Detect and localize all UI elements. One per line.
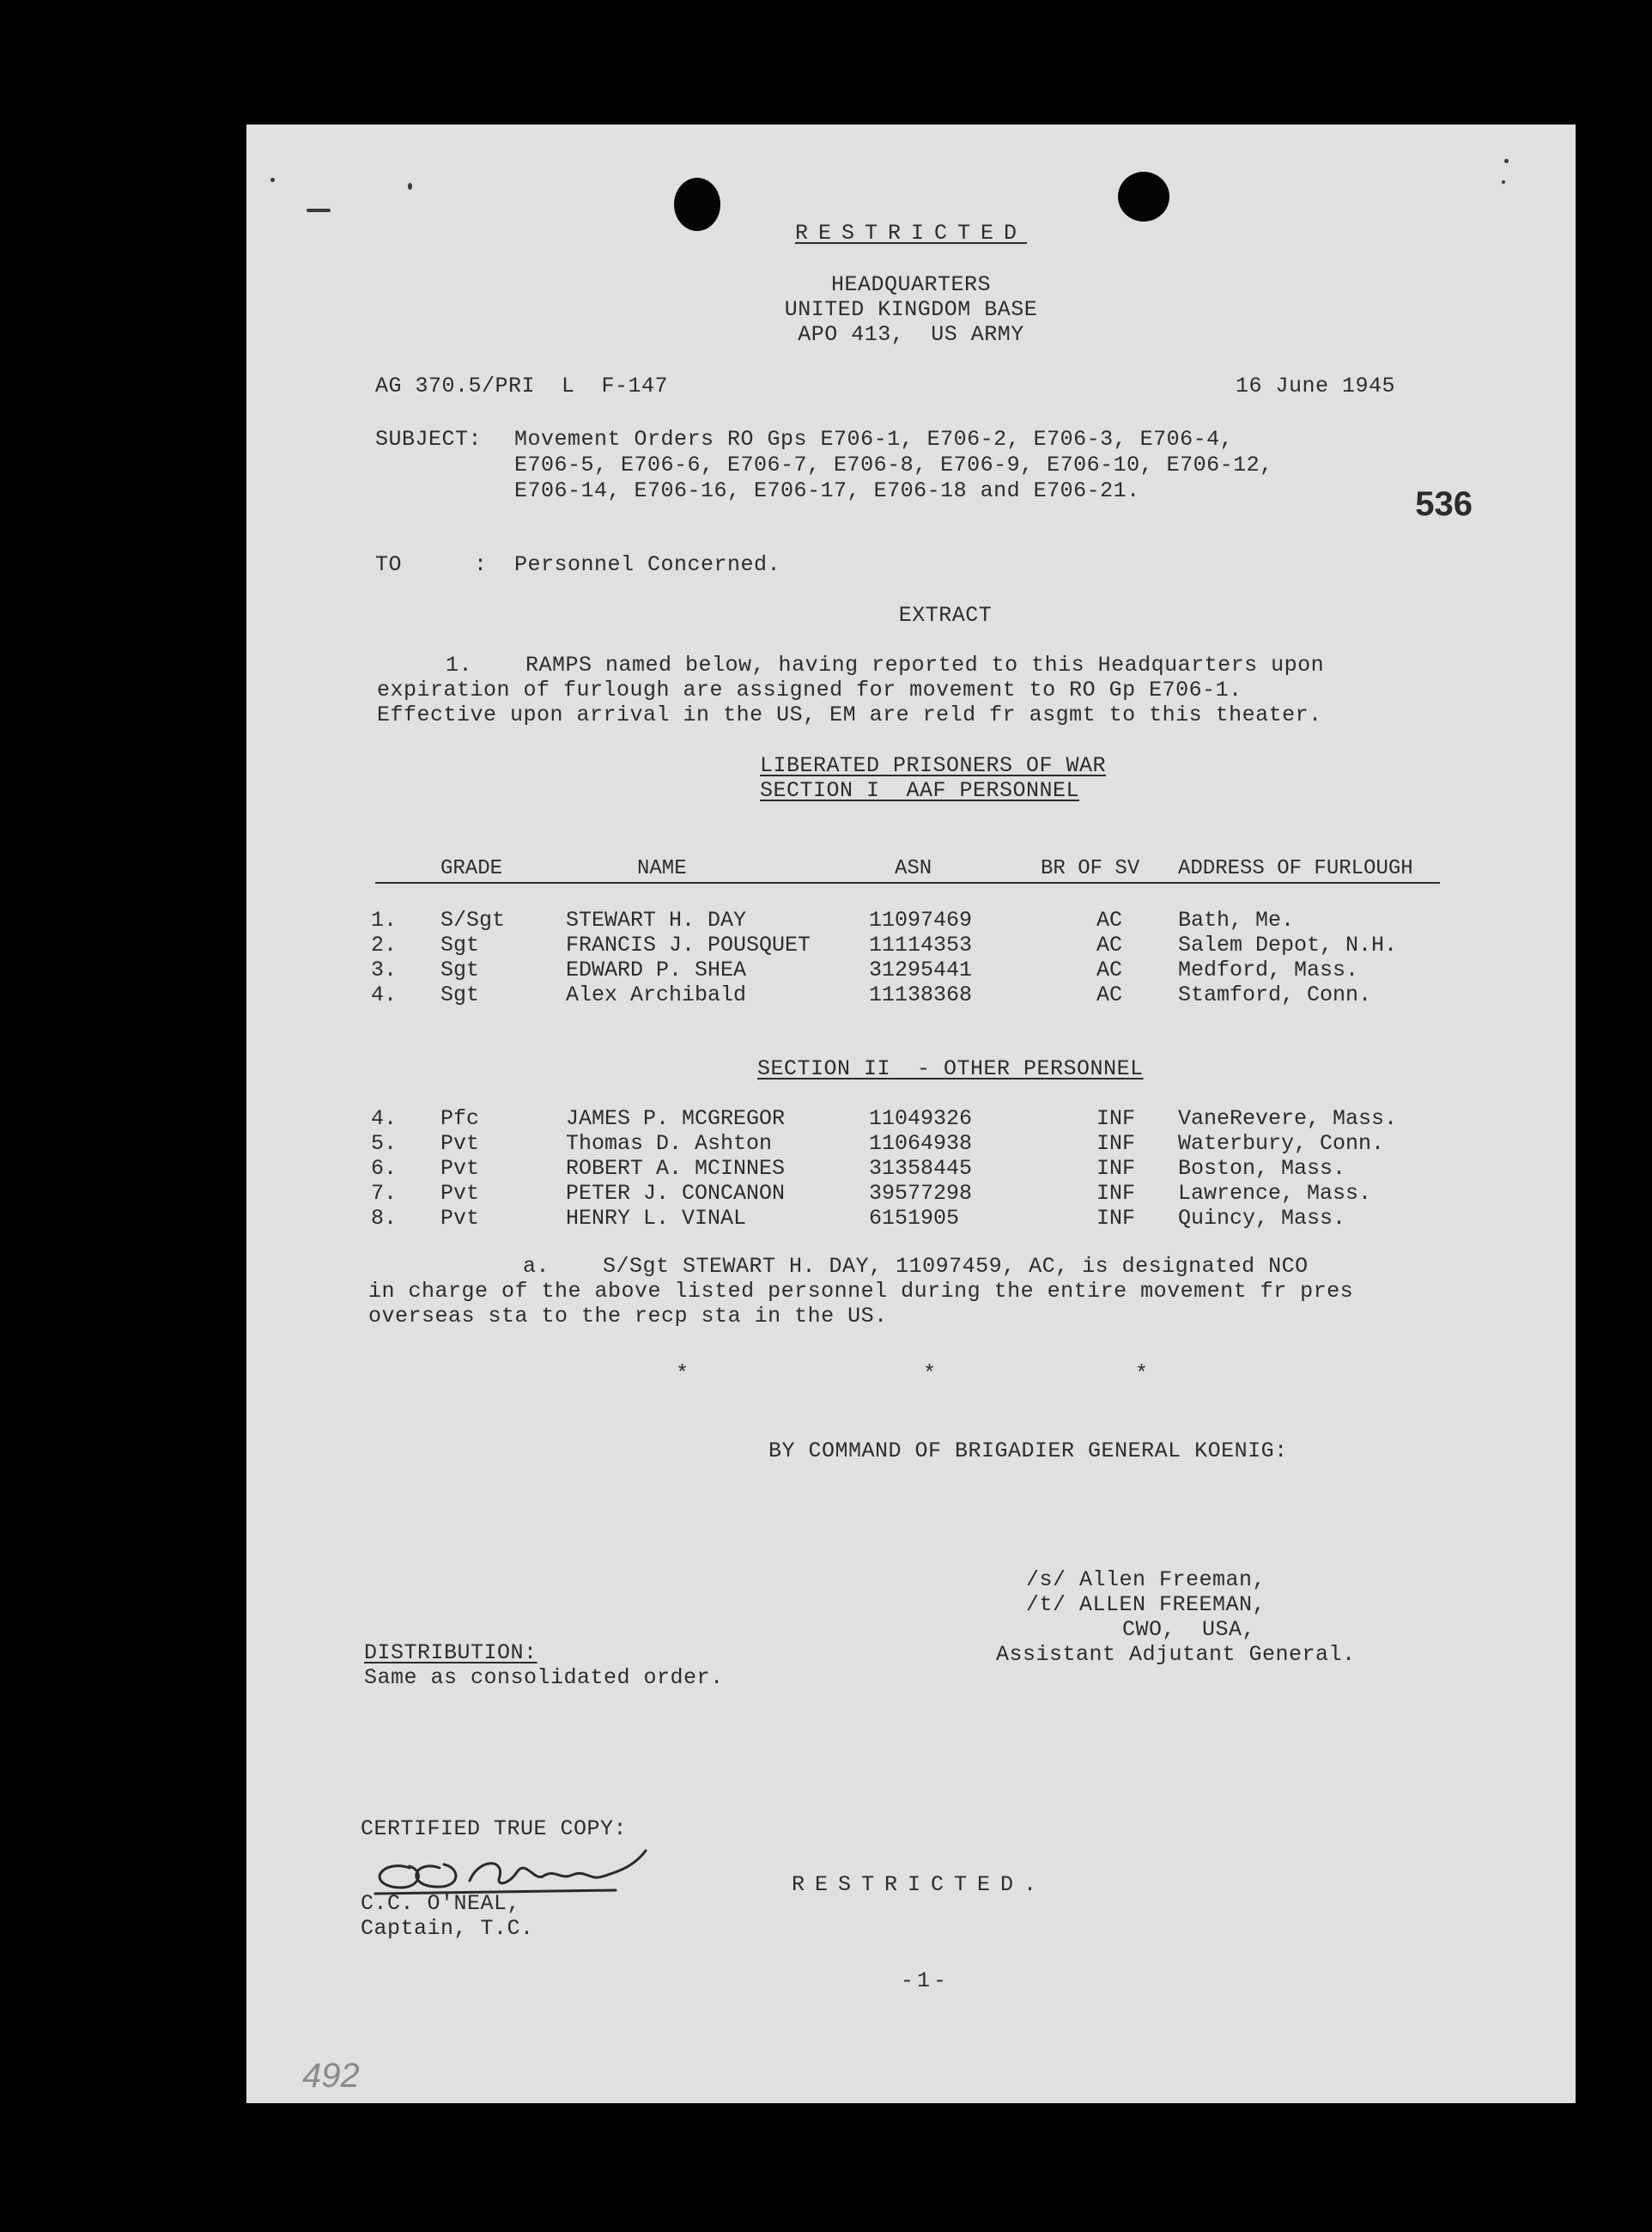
to-colon: : [474,552,488,577]
row-addr: Bath, Me. [1178,908,1295,933]
row-name: FRANCIS J. POUSQUET [566,933,811,958]
row-num: 8. [371,1206,398,1231]
row-asn: 11097469 [869,908,973,933]
row-grade: Pvt [440,1206,480,1231]
table-row [246,958,1576,983]
row-grade: Pvt [440,1181,480,1206]
table-row [246,1156,1576,1182]
command-line: BY COMMAND OF BRIGADIER GENERAL KOENIG: [768,1438,1288,1463]
table-row [246,908,1576,934]
row-num: 2. [371,933,398,958]
row-br: INF [1096,1106,1136,1131]
distribution-value: Same as consolidated order. [364,1665,724,1690]
section-heading-aaf: SECTION I AAF PERSONNEL [760,778,1080,803]
para1-line-1: 1. RAMPS named below, having reported to this Headquarters upon [446,653,1325,678]
header-br-of-sv: BR OF SV [1041,857,1140,880]
row-name: Alex Archibald [566,982,747,1007]
to-label: TO [375,552,403,577]
para-a-line-1: a. S/Sgt STEWART H. DAY, 11097459, AC, is designated NCO [523,1254,1309,1279]
row-grade: Pfc [440,1106,480,1131]
table-header [246,856,1576,884]
section-heading-pow: LIBERATED PRISONERS OF WAR [760,753,1107,778]
row-addr: Salem Depot, N.H. [1178,933,1398,958]
row-asn: 39577298 [869,1181,973,1206]
row-name: Thomas D. Ashton [566,1131,773,1156]
row-addr: Waterbury, Conn. [1178,1131,1385,1156]
row-grade: Sgt [440,982,480,1007]
para1-line-3: Effective upon arrival in the US, EM are reld fr asgmt to this theater. [377,702,1322,727]
para1-line-2: expiration of furlough are assigned for movement to RO Gp E706-1. [377,678,1242,702]
para-a-line-3: overseas sta to the recp sta in the US. [368,1304,888,1329]
row-asn: 11064938 [869,1131,973,1156]
row-name: STEWART H. DAY [566,908,747,933]
row-br: AC [1096,908,1123,933]
header-grade: GRADE [440,857,503,880]
subject-line-3: E706-14, E706-16, E706-17, E706-18 and E706-21. [514,478,1140,503]
table-row [246,1106,1576,1132]
header-address: ADDRESS OF FURLOUGH [1178,857,1413,880]
extract-heading: EXTRACT [898,603,993,628]
asterisk: * [1135,1361,1149,1386]
subject-line-1: Movement Orders RO Gps E706-1, E706-2, E706-3, E706-4, [514,427,1234,452]
certified-label: CERTIFIED TRUE COPY: [361,1816,628,1841]
header-name: NAME [637,857,687,880]
row-num: 6. [371,1156,398,1181]
row-grade: Pvt [440,1156,480,1181]
row-asn: 11114353 [869,933,973,958]
speck [1504,159,1509,163]
row-addr: Medford, Mass. [1178,958,1359,982]
signature-line-1: /s/ Allen Freeman, [1026,1567,1266,1592]
to-value: Personnel Concerned. [514,552,781,577]
row-addr: VaneRevere, Mass. [1178,1106,1398,1131]
row-asn: 31358445 [869,1156,973,1181]
speck [408,183,412,190]
row-addr: Stamford, Conn. [1178,982,1372,1007]
org-line-2: UNITED KINGDOM BASE [784,297,1038,322]
row-br: AC [1096,958,1123,982]
row-asn: 11138368 [869,982,973,1007]
row-br: INF [1096,1131,1136,1156]
certified-rank: Captain, T.C. [361,1916,534,1941]
table-row [246,1181,1576,1207]
table-row [246,982,1576,1008]
section-heading-other: SECTION II - OTHER PERSONNEL [757,1056,1144,1081]
pencil-mark: 492 [302,2057,360,2095]
punch-hole-right [1118,172,1169,222]
row-asn: 11049326 [869,1106,973,1131]
row-name: JAMES P. MCGREGOR [566,1106,786,1131]
row-asn: 6151905 [869,1206,960,1231]
asterisk: * [923,1361,937,1386]
document-page [246,125,1576,2103]
row-name: PETER J. CONCANON [566,1181,786,1206]
table-row [246,933,1576,958]
document-date: 16 June 1945 [1236,374,1396,398]
row-br: INF [1096,1156,1136,1181]
table-row [246,1131,1576,1157]
header-asn: ASN [895,857,932,880]
document-number-stamp: 536 [1415,485,1473,523]
table-row [246,1206,1576,1232]
row-br: INF [1096,1206,1136,1231]
row-br: AC [1096,933,1123,958]
row-name: EDWARD P. SHEA [566,958,747,982]
signature-line-4: Assistant Adjutant General. [996,1642,1356,1667]
distribution-label: DISTRIBUTION: [364,1640,538,1665]
row-num: 7. [371,1181,398,1206]
asterisk: * [676,1361,689,1386]
speck [1502,180,1505,184]
row-addr: Boston, Mass. [1178,1156,1346,1181]
file-number: AG 370.5/PRI L F-147 [375,374,669,398]
subject-label: SUBJECT: [375,427,483,452]
certified-name: C.C. O'NEAL, [361,1891,521,1916]
row-grade: S/Sgt [440,908,506,933]
org-line-3: APO 413, US ARMY [798,322,1024,347]
classification-bottom: RESTRICTED. [792,1872,1048,1897]
speck [307,209,331,212]
para-a-line-2: in charge of the above listed personnel during the entire movement fr pres [368,1279,1354,1304]
row-addr: Quincy, Mass. [1178,1206,1346,1231]
row-asn: 31295441 [869,958,973,982]
row-num: 3. [371,958,398,982]
subject-line-2: E706-5, E706-6, E706-7, E706-8, E706-9, E706-10, E706-12, [514,453,1273,477]
classification-top: RESTRICTED [794,221,1028,246]
row-name: ROBERT A. MCINNES [566,1156,786,1181]
row-num: 1. [371,908,398,933]
signature-line-2: /t/ ALLEN FREEMAN, [1026,1592,1266,1617]
signature-line-3: CWO, USA, [1122,1617,1256,1642]
row-grade: Sgt [440,933,480,958]
row-br: INF [1096,1181,1136,1206]
row-num: 4. [371,1106,398,1131]
row-grade: Pvt [440,1131,480,1156]
row-br: AC [1096,982,1123,1007]
page-number: -1- [901,1968,951,1993]
row-num: 5. [371,1131,398,1156]
row-addr: Lawrence, Mass. [1178,1181,1372,1206]
speck [270,178,275,182]
row-num: 4. [371,982,398,1007]
row-grade: Sgt [440,958,480,982]
org-line-1: HEADQUARTERS [830,272,992,297]
row-name: HENRY L. VINAL [566,1206,747,1231]
